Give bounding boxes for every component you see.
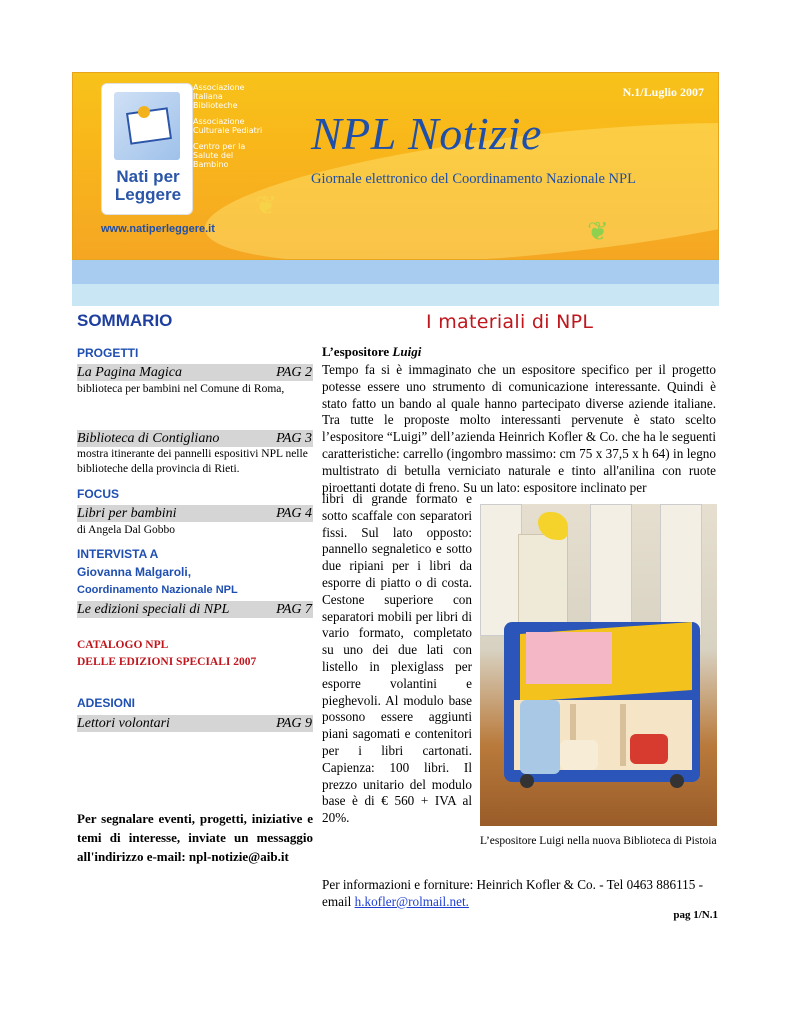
- article-paragraph-column: libri di grande formato e sotto scaffale con separatori fissi. Sul lato opposto: pannello segnaletico e sotto due ripiani per i libri da esporre di piatto o di costa. Cestone superiore con separatori mobili per libri di vario formato, completato su uno dei due lati con listello in plexiglass per esporre volantini e pieghevoli. Al modulo base possono essere aggiunti piani sagomati e contenitori per i libri cartonati. Capienza: 100 libri. Il prezzo unitario del modulo base è di € 560 + IVA al 20%.: [322, 491, 472, 826]
- info-text: Per informazioni e forniture: Heinrich Kofler & Co. - Tel 0463 886115 - email: [322, 877, 704, 909]
- toc-page: PAG 9: [276, 716, 312, 731]
- toc-description: mostra itinerante dei pannelli espositivi NPL nelle biblioteche della provincia di Rieti.: [77, 448, 308, 475]
- window-shape: [590, 504, 632, 636]
- npl-logo: [101, 83, 193, 215]
- email-link[interactable]: h.kofler@rolmail.net.: [354, 894, 469, 909]
- espositore-photo: [480, 504, 717, 826]
- catalog-line: CATALOGO NPL: [77, 639, 169, 651]
- toc-entry[interactable]: [77, 715, 313, 732]
- section-adesioni: ADESIONI: [77, 696, 136, 710]
- interview-role: Coordinamento Nazionale NPL: [77, 584, 238, 596]
- catalog-line: DELLE EDIZIONI SPECIALI 2007: [77, 656, 257, 668]
- masthead: [72, 72, 719, 260]
- newsletter-subtitle: Giornale elettronico del Coordinamento Nazionale NPL: [311, 171, 636, 187]
- wheel-icon: [670, 774, 684, 788]
- window-shape: [480, 504, 522, 636]
- window-shape: [660, 504, 702, 636]
- toc-page: PAG 4: [276, 506, 312, 521]
- toc-description: biblioteca per bambini nel Comune di Roma,: [77, 383, 285, 395]
- book-cover: [526, 632, 612, 684]
- soft-book: [520, 700, 560, 774]
- toc-page: PAG 7: [276, 602, 312, 617]
- toc-entry[interactable]: [77, 430, 313, 447]
- toc-entry[interactable]: [77, 505, 313, 522]
- shelf-divider: [620, 704, 626, 766]
- section-progetti: PROGETTI: [77, 346, 139, 360]
- butterfly-icon: ❦: [255, 191, 277, 220]
- flower-icon: [138, 106, 150, 118]
- logo-illustration: [114, 92, 180, 160]
- toc-title: Biblioteca di Contigliano: [77, 431, 220, 446]
- toc-entry[interactable]: [77, 601, 313, 618]
- association-aib: Associazione Italiana Biblioteche: [193, 83, 245, 110]
- toy-car: [630, 734, 668, 764]
- newsletter-title: NPL Notizie: [311, 108, 542, 159]
- toc-title: Lettori volontari: [77, 716, 170, 731]
- toc-title: Le edizioni speciali di NPL: [77, 602, 230, 617]
- website-link[interactable]: www.natiperleggere.it: [101, 223, 215, 235]
- article-subhead: [322, 344, 421, 360]
- toc-page: PAG 3: [276, 431, 312, 446]
- association-csb: Centro per la Salute del Bambino: [193, 142, 246, 169]
- photo-caption: L’espositore Luigi nella nuova Biblioteca di Pistoia: [480, 835, 717, 847]
- logo-text: Nati per Leggere: [114, 167, 182, 204]
- wheel-icon: [520, 774, 534, 788]
- toc-description: di Angela Dal Gobbo: [77, 524, 176, 536]
- sommario-heading: SOMMARIO: [77, 311, 173, 330]
- header-sky-band: [72, 260, 719, 306]
- toy-shape: [560, 740, 598, 770]
- contact-note: Per segnalare eventi, progetti, iniziative e temi di interesse, inviate un messaggio all'indirizzo e-mail: npl-notizie@aib.it: [77, 811, 313, 864]
- subhead-name: Luigi: [392, 344, 422, 359]
- article-headline: I materiali di NPL: [426, 311, 594, 333]
- butterfly-icon: ❦: [587, 217, 609, 246]
- interview-name: Giovanna Malgaroli,: [77, 565, 192, 579]
- section-focus: FOCUS: [77, 487, 119, 501]
- article-paragraph: Tempo fa si è immaginato che un espositore specifico per il progetto potesse essere uno strumento di comunicazione interessante. Quindi è stato fatto un bando al quale hanno partecipato diverse aziende italiane. Tra tutte le proposte molto interessanti pervenute è stato scelto l’espositore “Luigi” dell’azienda Heinrich Kofler & Co. che ha le seguenti caratteristiche: carrello (ingombro massimo: cm 75 x 37,5 x h 64) in legno multistrato di betulla verniciato naturale e tinto all'anilina con ruote piroettanti dotate di freno. Su un lato: espositore inclinato per: [322, 362, 716, 495]
- subhead-prefix: L’espositore: [322, 344, 393, 359]
- association-list: [193, 83, 263, 176]
- toc-entry[interactable]: [77, 364, 313, 381]
- toc-page: PAG 2: [276, 365, 312, 380]
- page-number: pag 1/N.1: [673, 909, 718, 921]
- section-intervista: INTERVISTA A: [77, 547, 159, 561]
- association-acp: Associazione Culturale Pediatri: [193, 117, 263, 135]
- toc-title: La Pagina Magica: [77, 365, 182, 380]
- info-line: [322, 876, 716, 910]
- toc-title: Libri per bambini: [77, 506, 177, 521]
- issue-label: N.1/Luglio 2007: [622, 85, 704, 99]
